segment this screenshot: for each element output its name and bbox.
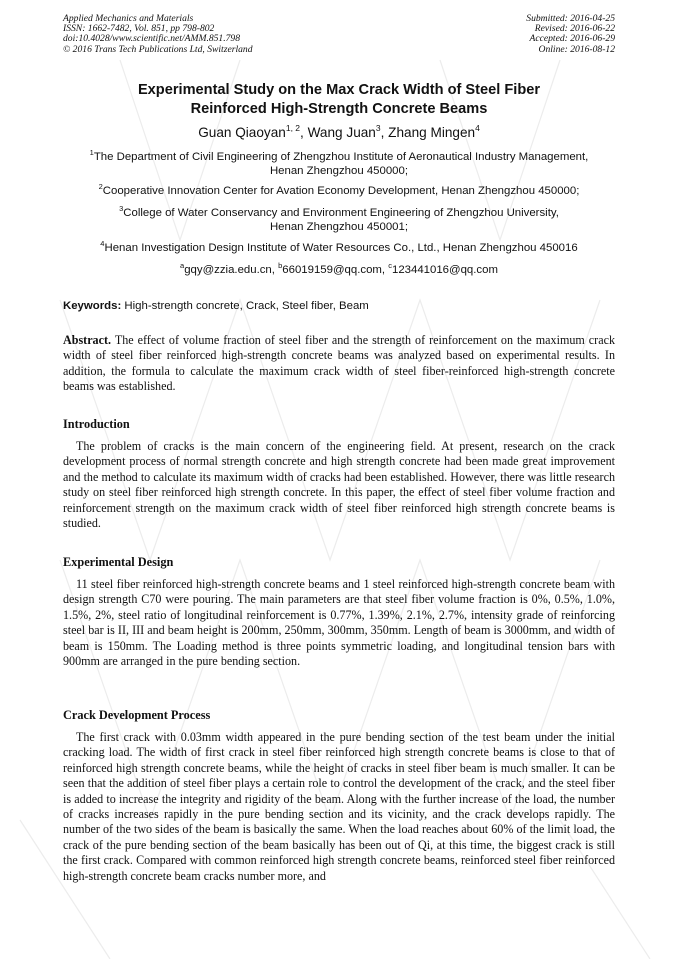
affiliation-superscript: 2 xyxy=(98,182,103,191)
affiliation-text: Henan Investigation Design Institute of Water Resources Co., Ltd., Henan Zhengzhou 450016 xyxy=(104,242,578,254)
keywords-label: Keywords: xyxy=(63,300,122,312)
email-address: 123441016@qq.com xyxy=(392,264,498,276)
author-superscript: 3 xyxy=(375,123,381,133)
affiliation-text: College of Water Conservancy and Environment Engineering of Zhengzhou University, xyxy=(123,207,559,219)
online-date: Online: 2016-08-12 xyxy=(538,43,615,55)
affiliation-2 xyxy=(63,184,615,198)
author-superscript: 1, 2 xyxy=(285,123,301,133)
email-superscript: a xyxy=(180,261,185,270)
crack-development-paragraph: The first crack with 0.03mm width appeared in the pure bending section of the test beam under the initial cracking load. The width of first crack in steel fiber reinforced high strength concrete beams is close to that of reinforced high strength concrete beams, while the height of cracks in steel fiber beam is much smaller. It can be seen that the addition of steel fiber plays a certain role to control the development of the crack, and the steel fiber is added to increase the integrity and rigidity of the beam. Along with the further increase of the load, the number of cracks increases rapidly in the pure bending section and its vicinity, and the crack develops rapidly. The number of the two sides of the beam is basically the same. When the load reaches about 60% of the limit load, the crack of the pure bending section of the beam basically has been out of Qi, at this time, the biggest crack is still the first crack. Compared with common reinforced high strength concrete beams, reinforced steel fiber reinforced high-strength concrete beam cracks number more, and xyxy=(63,730,615,883)
section-heading-introduction: Introduction xyxy=(63,417,130,431)
email-separator: , xyxy=(381,264,389,276)
affiliation-superscript: 4 xyxy=(100,239,105,248)
email-list xyxy=(63,263,615,277)
affiliation-3 xyxy=(63,206,615,235)
paper-title xyxy=(63,81,615,119)
accepted-date: Accepted: 2016-06-29 xyxy=(529,33,615,45)
email-superscript: c xyxy=(388,261,392,270)
affiliation-text: Henan Zhengzhou 450000; xyxy=(269,165,409,178)
title-line-1: Experimental Study on the Max Crack Width of Steel Fiber xyxy=(137,82,541,98)
author-superscript: 4 xyxy=(475,123,480,133)
affiliation-4 xyxy=(63,241,615,255)
affiliation-superscript: 1 xyxy=(89,148,94,157)
author-separator: , xyxy=(300,125,308,140)
affiliation-text: Cooperative Innovation Center for Avation Economy Development, Henan Zhengzhou 450000; xyxy=(102,185,580,197)
section-heading-experimental-design: Experimental Design xyxy=(63,555,174,569)
revised-date: Revised: 2016-06-22 xyxy=(534,23,615,35)
issn-line: ISSN: 1662-7482, Vol. 851, pp 798-802 xyxy=(63,23,215,35)
doi-line: doi:10.4028/www.scientific.net/AMM.851.798 xyxy=(63,33,241,45)
abstract-text: The effect of volume fraction of steel fiber and the strength of reinforcement on the maximum crack width of steel fiber reinforced high-strength concrete beams was analyzed based on experimental results. In addition, the formula to calculate the maximum crack width of steel fiber-reinforced high-strength concrete beams was established. xyxy=(63,333,615,394)
email-superscript: b xyxy=(278,261,283,270)
affiliation-1 xyxy=(63,150,615,179)
affiliation-text: Henan Zhengzhou 450001; xyxy=(269,221,409,234)
author-list xyxy=(63,124,615,142)
journal-info xyxy=(63,14,253,55)
copyright-line: © 2016 Trans Tech Publications Ltd, Switzerland xyxy=(63,43,253,55)
author-name: Zhang Mingen xyxy=(388,125,476,140)
keywords-line xyxy=(63,299,615,313)
abstract-paragraph xyxy=(63,333,615,395)
introduction-paragraph: The problem of cracks is the main concern of the engineering field. At present, research on the crack development process of normal strength concrete and high strength concrete had been made great improvement and the method to calculate its maximum width of cracks had been established. However, there was little research study on steel fiber reinforced high strength concrete. In this paper, the effect of steel fiber volume fraction and reinforcement strength on the maximum crack width of steel fiber reinforced high strength concrete beams is studied. xyxy=(63,439,615,531)
author-separator: , xyxy=(380,125,389,140)
title-line-2: Reinforced High-Strength Concrete Beams xyxy=(190,101,488,117)
author-name: Wang Juan xyxy=(307,125,376,140)
keywords-text: High-strength concrete, Crack, Steel fiber, Beam xyxy=(124,300,369,312)
email-separator: , xyxy=(271,264,279,276)
author-name: Guan Qiaoyan xyxy=(198,125,286,140)
experimental-design-paragraph: 11 steel fiber reinforced high-strength concrete beams and 1 steel reinforced high-strength concrete beam with design strength C70 were pouring. The main parameters are that steel fiber volume fraction is 0%, 0.5%, 1.0%, 1.5%, 2%, steel ratio of longitudinal reinforcement is 0.77%, 1.39%, 2.1%, 2.7%, intensity grade of reinforcing steel bar is II, III and beam height is 200mm, 250mm, 300mm, 350mm. Length of beam is 3000mm, and width of beam is 150mm. The Loading method is three points symmetric loading, and longitudinal tension bars with 900mm are arranged in the pure bending section. xyxy=(63,577,615,669)
email-address: gqy@zzia.edu.cn xyxy=(184,264,272,276)
abstract-label: Abstract. xyxy=(63,333,112,347)
email-address: 66019159@qq.com xyxy=(282,264,382,276)
affiliation-superscript: 3 xyxy=(119,204,124,213)
submitted-date: Submitted: 2016-04-25 xyxy=(526,13,615,24)
publication-dates xyxy=(526,14,615,55)
section-heading-crack-development: Crack Development Process xyxy=(63,708,211,722)
affiliation-text: The Department of Civil Engineering of Zhengzhou Institute of Aeronautical Industry Management, xyxy=(93,151,589,163)
journal-name: Applied Mechanics and Materials xyxy=(63,13,194,24)
